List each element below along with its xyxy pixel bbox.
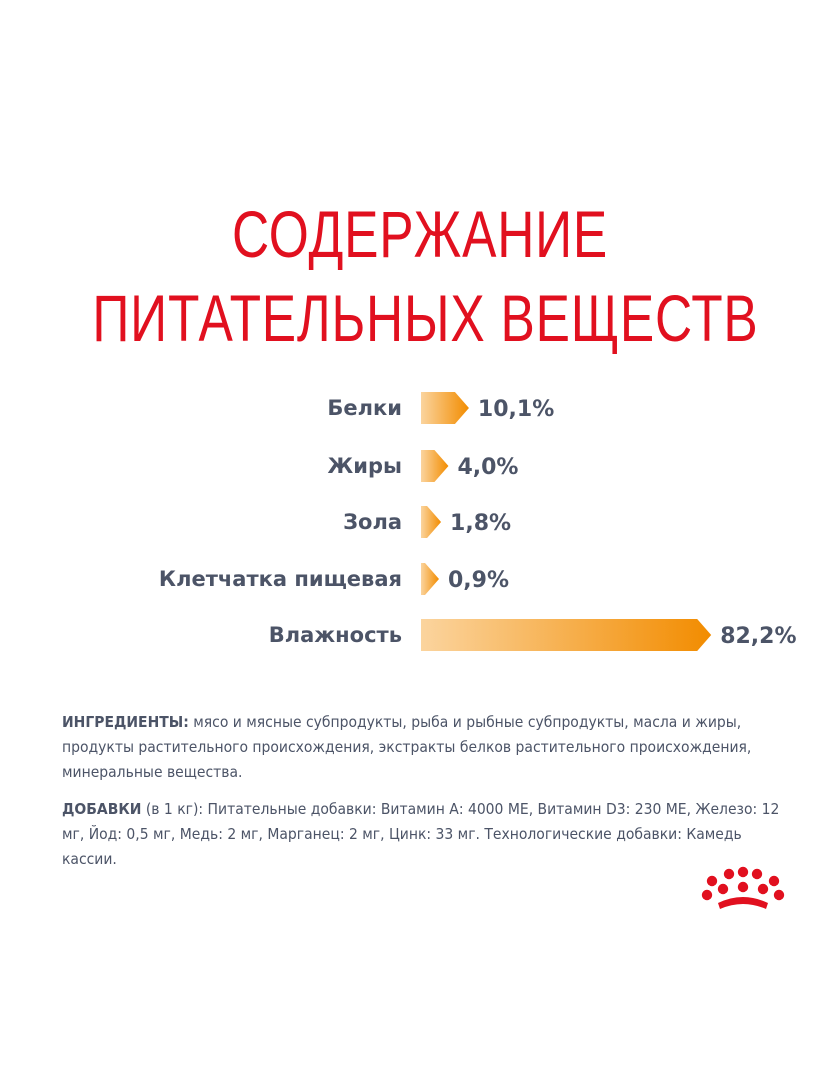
bar-1 bbox=[421, 450, 448, 482]
bar-value-label: 10,1% bbox=[477, 397, 555, 422]
ingredients-heading: ИНГРЕДИЕНТЫ: bbox=[62, 713, 189, 731]
bar-2 bbox=[421, 506, 441, 538]
title-line-1: СОДЕРЖАНИЕ bbox=[231, 197, 609, 271]
ingredients-text bbox=[62, 710, 792, 785]
bar-value-label: 0,9% bbox=[448, 568, 510, 593]
bar-label: Влажность bbox=[268, 623, 402, 647]
bar-4 bbox=[421, 619, 711, 651]
title-line-2: ПИТАТЕЛЬНЫХ ВЕЩЕСТВ bbox=[92, 281, 759, 355]
bar-label: Белки bbox=[327, 396, 402, 420]
bar-value-label: 82,2% bbox=[720, 624, 797, 649]
additives-body: (в 1 кг): Питательные добавки: Витамин А: 4000 МЕ, Витамин D3: 230 МЕ, Железо: 12 мг, Йод: 0,5 мг, Медь: 2 мг, Марганец: 2 мг, Цинк: 33 мг. Технологические добавки: Камедь кассии. bbox=[62, 800, 780, 868]
ingredients-body: мясо и мясные субпродукты, рыба и рыбные субпродукты, масла и жиры, продукты растительного происхождения, экстракты белков растительного происхождения, минеральные вещества. bbox=[62, 713, 752, 781]
bar-0 bbox=[421, 392, 469, 424]
bar-label: Жиры bbox=[327, 454, 402, 478]
bar-3 bbox=[421, 563, 439, 595]
bar-label: Клетчатка пищевая bbox=[158, 567, 402, 591]
bar-label: Зола bbox=[343, 510, 402, 534]
bar-value-label: 1,8% bbox=[450, 511, 512, 536]
additives-heading: ДОБАВКИ bbox=[62, 800, 142, 818]
additives-text bbox=[62, 797, 792, 872]
bar-value-label: 4,0% bbox=[457, 455, 519, 480]
crown-icon bbox=[698, 865, 788, 915]
